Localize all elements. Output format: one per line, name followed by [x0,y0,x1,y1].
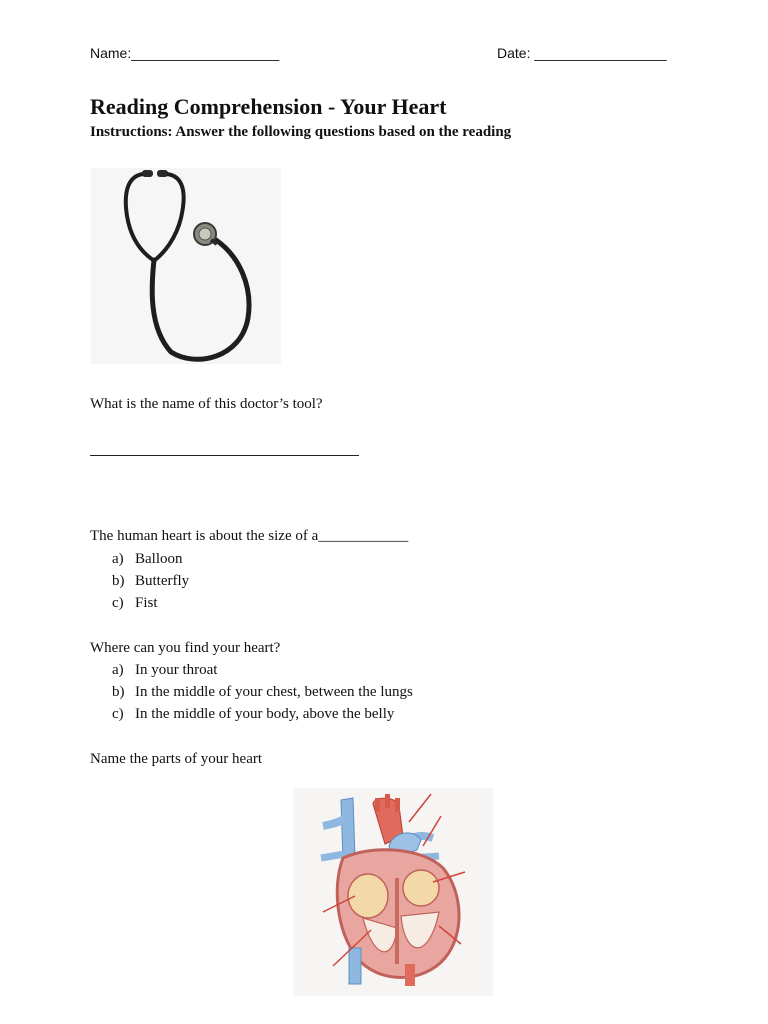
option-a[interactable]: a) Balloon [112,551,183,567]
stethoscope-image [91,168,281,364]
option-b[interactable]: b) In the middle of your chest, between the lungs [112,684,413,700]
name-field-label: Name:___________________ [90,45,280,61]
heart-diagram-image [293,788,493,996]
answer-line[interactable] [90,455,359,456]
instructions: Instructions: Answer the following questions based on the reading [90,124,512,140]
question-4: Name the parts of your heart [90,751,263,767]
option-c[interactable]: c) Fist [112,595,158,611]
option-a[interactable]: a) In your throat [112,662,218,678]
question-1: What is the name of this doctor’s tool? [90,396,323,412]
heart-icon [293,788,493,996]
question-3-options [112,659,413,725]
question-2-options [112,548,189,614]
date-field-label: Date: _________________ [497,45,667,61]
option-b[interactable]: b) Butterfly [112,573,190,589]
question-3: Where can you find your heart? [90,640,281,656]
question-2: The human heart is about the size of a____________ [90,528,409,544]
page-title: Reading Comprehension - Your Heart [90,94,447,119]
option-c[interactable]: c) In the middle of your body, above the belly [112,706,395,722]
stethoscope-icon [91,168,281,364]
